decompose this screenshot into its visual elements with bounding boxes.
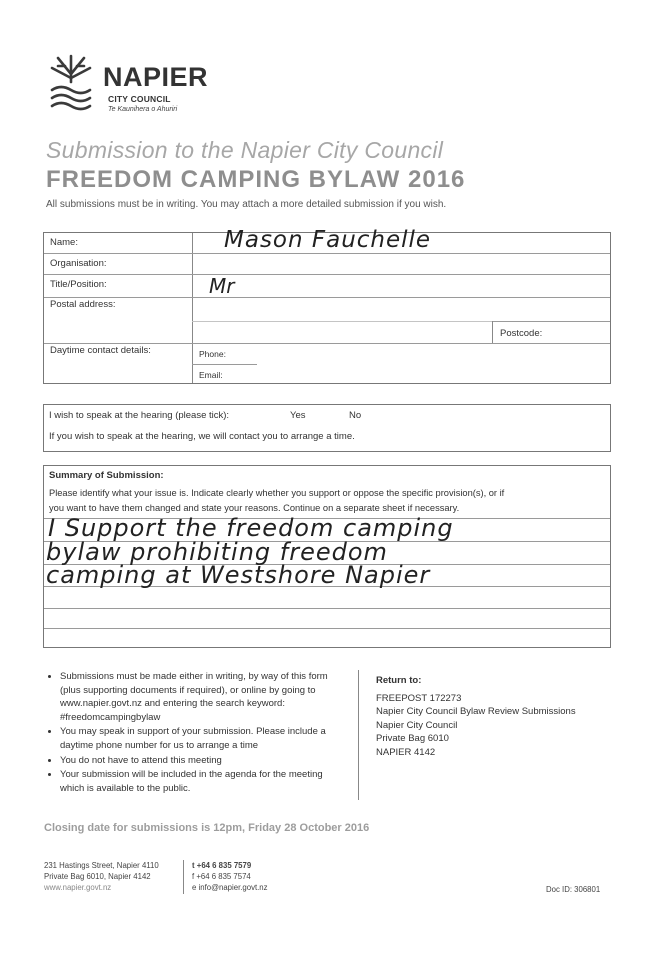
napier-logo-icon (48, 52, 94, 114)
info-bullet: • You do not have to attend this meeting (60, 754, 344, 768)
footer-fax: f +64 6 835 7574 (192, 872, 251, 881)
summary-instructions-2: you want to have them changed and state your reasons. Continue on a separate sheet if necessary. (49, 503, 460, 513)
summary-box (43, 465, 611, 648)
footer-phone: t +64 6 835 7579 (192, 861, 252, 870)
org-maori-name: Te Kaunihera o Ahuriri (108, 106, 178, 113)
return-line: Private Bag 6010 (376, 733, 449, 745)
org-name: NAPIER (103, 62, 209, 92)
summary-hand-line-2: bylaw prohibiting freedom (46, 538, 388, 566)
footer-contact-block (192, 860, 268, 893)
form-intro: All submissions must be in writing. You may attach a more detailed submission if you wish. (46, 199, 447, 210)
footer-email: e info@napier.govt.nz (192, 883, 268, 892)
footer-address-block (44, 860, 159, 893)
return-line: Napier City Council Bylaw Review Submissions (376, 706, 576, 718)
org-subname: CITY COUNCIL (108, 94, 171, 104)
hearing-yes-option: Yes (290, 410, 306, 421)
details-table (43, 227, 611, 384)
info-bullet: • Your submission will be included in the agenda for the meeting which is available to the public. (60, 768, 344, 795)
hearing-note: If you wish to speak at the hearing, we will contact you to arrange a time. (49, 431, 355, 442)
title-position-label: Title/Position: (50, 279, 107, 290)
name-value: Mason Fauchelle (224, 227, 432, 253)
info-bullet: • Submissions must be made either in writing, by way of this form (plus supporting documents if required), or online by going to www.napier.govt.nz and entering the search keyword: #freedomcampingbylaw (60, 670, 344, 724)
postal-address-label: Postal address: (50, 299, 116, 310)
form-subtitle: FREEDOM CAMPING BYLAW 2016 (46, 166, 466, 193)
title-value: Mr (209, 274, 235, 298)
info-bullet: • You may speak in support of your submission. Please include a daytime phone number for us to arrange a time (60, 725, 344, 752)
return-to-block (376, 674, 576, 760)
organisation-label: Organisation: (50, 258, 107, 269)
form-title: Submission to the Napier City Council (46, 137, 444, 163)
daytime-contact-label: Daytime contact details: (50, 345, 151, 356)
hearing-no-option: No (349, 410, 362, 421)
summary-hand-line-3: camping at Westshore Napier (46, 561, 431, 589)
footer-address-2: Private Bag 6010, Napier 4142 (44, 872, 151, 881)
email-label: Email: (199, 370, 223, 380)
postcode-label: Postcode: (500, 328, 543, 339)
summary-instructions-1: Please identify what your issue is. Indicate clearly whether you support or oppose the specific provision(s), or if (49, 488, 505, 498)
name-label: Name: (50, 237, 78, 248)
closing-date: Closing date for submissions is 12pm, Friday 28 October 2016 (44, 822, 370, 834)
summary-hand-line-1: I Support the freedom camping (48, 514, 454, 542)
return-line: FREEPOST 172273 (376, 692, 462, 704)
hearing-box (43, 404, 611, 452)
doc-id: Doc ID: 306801 (546, 885, 601, 894)
info-divider (358, 670, 359, 800)
footer-divider (183, 860, 184, 894)
info-bullets (44, 670, 344, 796)
phone-label: Phone: (199, 349, 226, 359)
footer-address-1: 231 Hastings Street, Napier 4110 (44, 861, 159, 870)
return-line: NAPIER 4142 (376, 746, 436, 758)
return-line: Napier City Council (376, 719, 458, 731)
hearing-question: I wish to speak at the hearing (please tick): (49, 410, 230, 421)
return-heading: Return to: (376, 675, 422, 686)
footer-website: www.napier.govt.nz (44, 883, 112, 892)
summary-heading: Summary of Submission: (49, 470, 164, 481)
